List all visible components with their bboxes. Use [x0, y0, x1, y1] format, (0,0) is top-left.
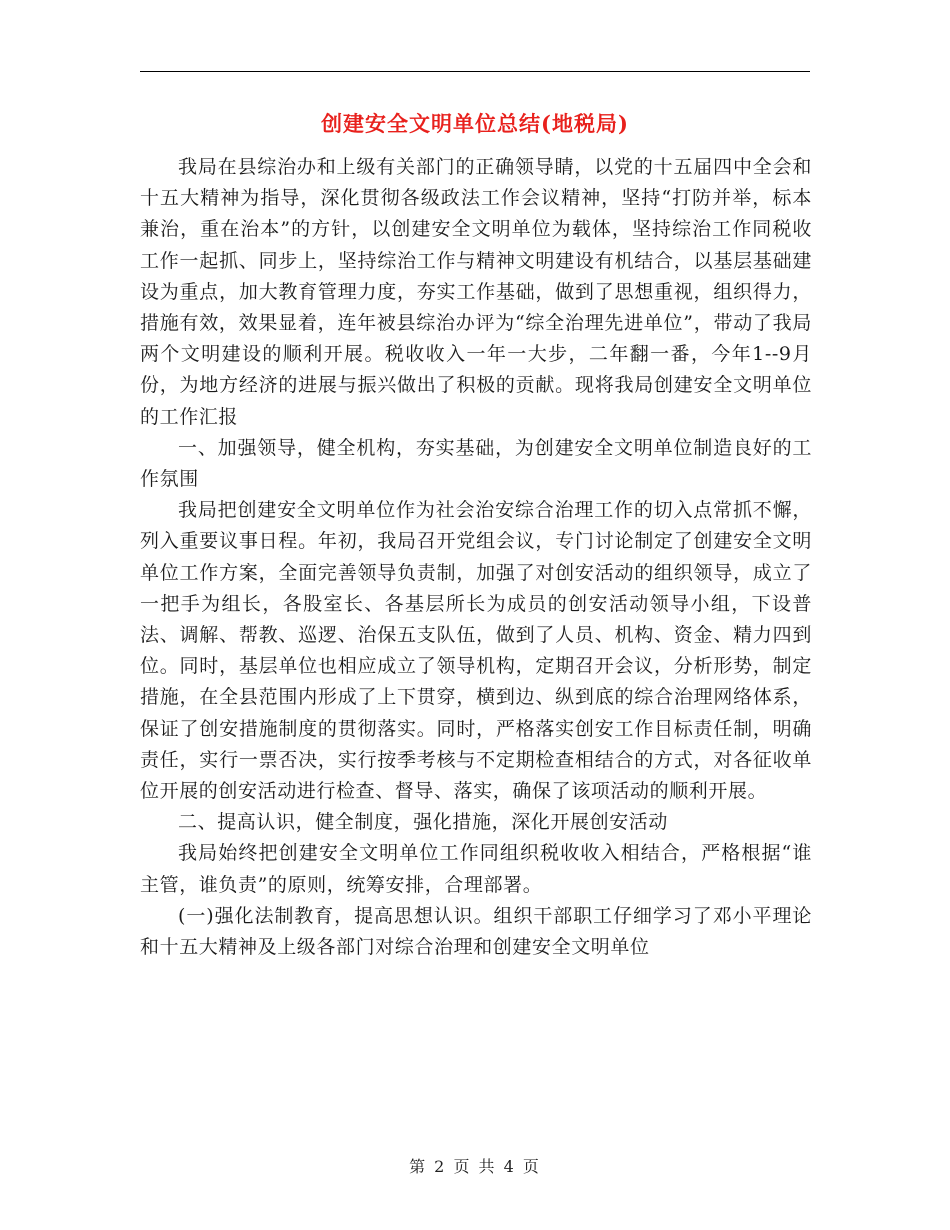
paragraph-section-2: 我局始终把创建安全文明单位工作同组织税收收入相结合，严格根据“谁主管，谁负责”的原则，统筹安排，合理部署。: [140, 842, 812, 896]
section-heading-1: 一、加强领导，健全机构，夯实基础，为创建安全文明单位制造良好的工作氛围: [140, 436, 812, 491]
section-heading-2: 二、提高认识，健全制度，强化措施，深化开展创安活动: [178, 811, 669, 834]
paragraph-subsection-1: (一)强化法制教育，提高思想认识。组织干部职工仔细学习了邓小平理论和十五大精神及上级各部门对综合治理和创建安全文明单位: [140, 904, 812, 959]
paragraph-intro: 我局在县综治办和上级有关部门的正确领导睛，以党的十五届四中全会和十五大精神为指导，深化贯彻各级政法工作会议精神，坚持“打防并举，标本兼治，重在治本”的方针，以创建安全文明单位为载体，坚持综治工作同税收工作一起抓、同步上，坚持综治工作与精神文明建设有机结合，以基层基础建设为重点，加大教育管理力度，夯实工作基础，做到了思想重视，组织得力，措施有效，效果显着，连年被县综治办评为“综全治理先进单位”，带动了我局两个文明建设的顺利开展。税收收入一年一大步，二年翻一番，今年1--9月份，为地方经济的进展与振兴做出了积极的贡献。现将我局创建安全文明单位的工作汇报: [140, 156, 812, 428]
document-body: [140, 152, 812, 963]
header-rule: [140, 71, 810, 72]
document-title: 创建安全文明单位总结(地税局): [321, 111, 629, 136]
page-number: 第 2 页 共 4 页: [409, 1157, 541, 1176]
paragraph-section-1: 我局把创建安全文明单位作为社会治安综合治理工作的切入点常抓不懈，列入重要议事日程。年初，我局召开党组会议，专门讨论制定了创建安全文明单位工作方案，全面完善领导负责制，加强了对创安活动的组织领导，成立了一把手为组长，各股室长、各基层所长为成员的创安活动领导小组，下设普法、调解、帮教、巡逻、治保五支队伍，做到了人员、机构、资金、精力四到位。同时，基层单位也相应成立了领导机构，定期召开会议，分析形势，制定措施，在全县范围内形成了上下贯穿，横到边、纵到底的综合治理网络体系，保证了创安措施制度的贯彻落实。同时，严格落实创安工作目标责任制，明确责任，实行一票否决，实行按季考核与不定期检查相结合的方式，对各征收单位开展的创安活动进行检查、督导、落实，确保了该项活动的顺利开展。: [140, 499, 812, 803]
